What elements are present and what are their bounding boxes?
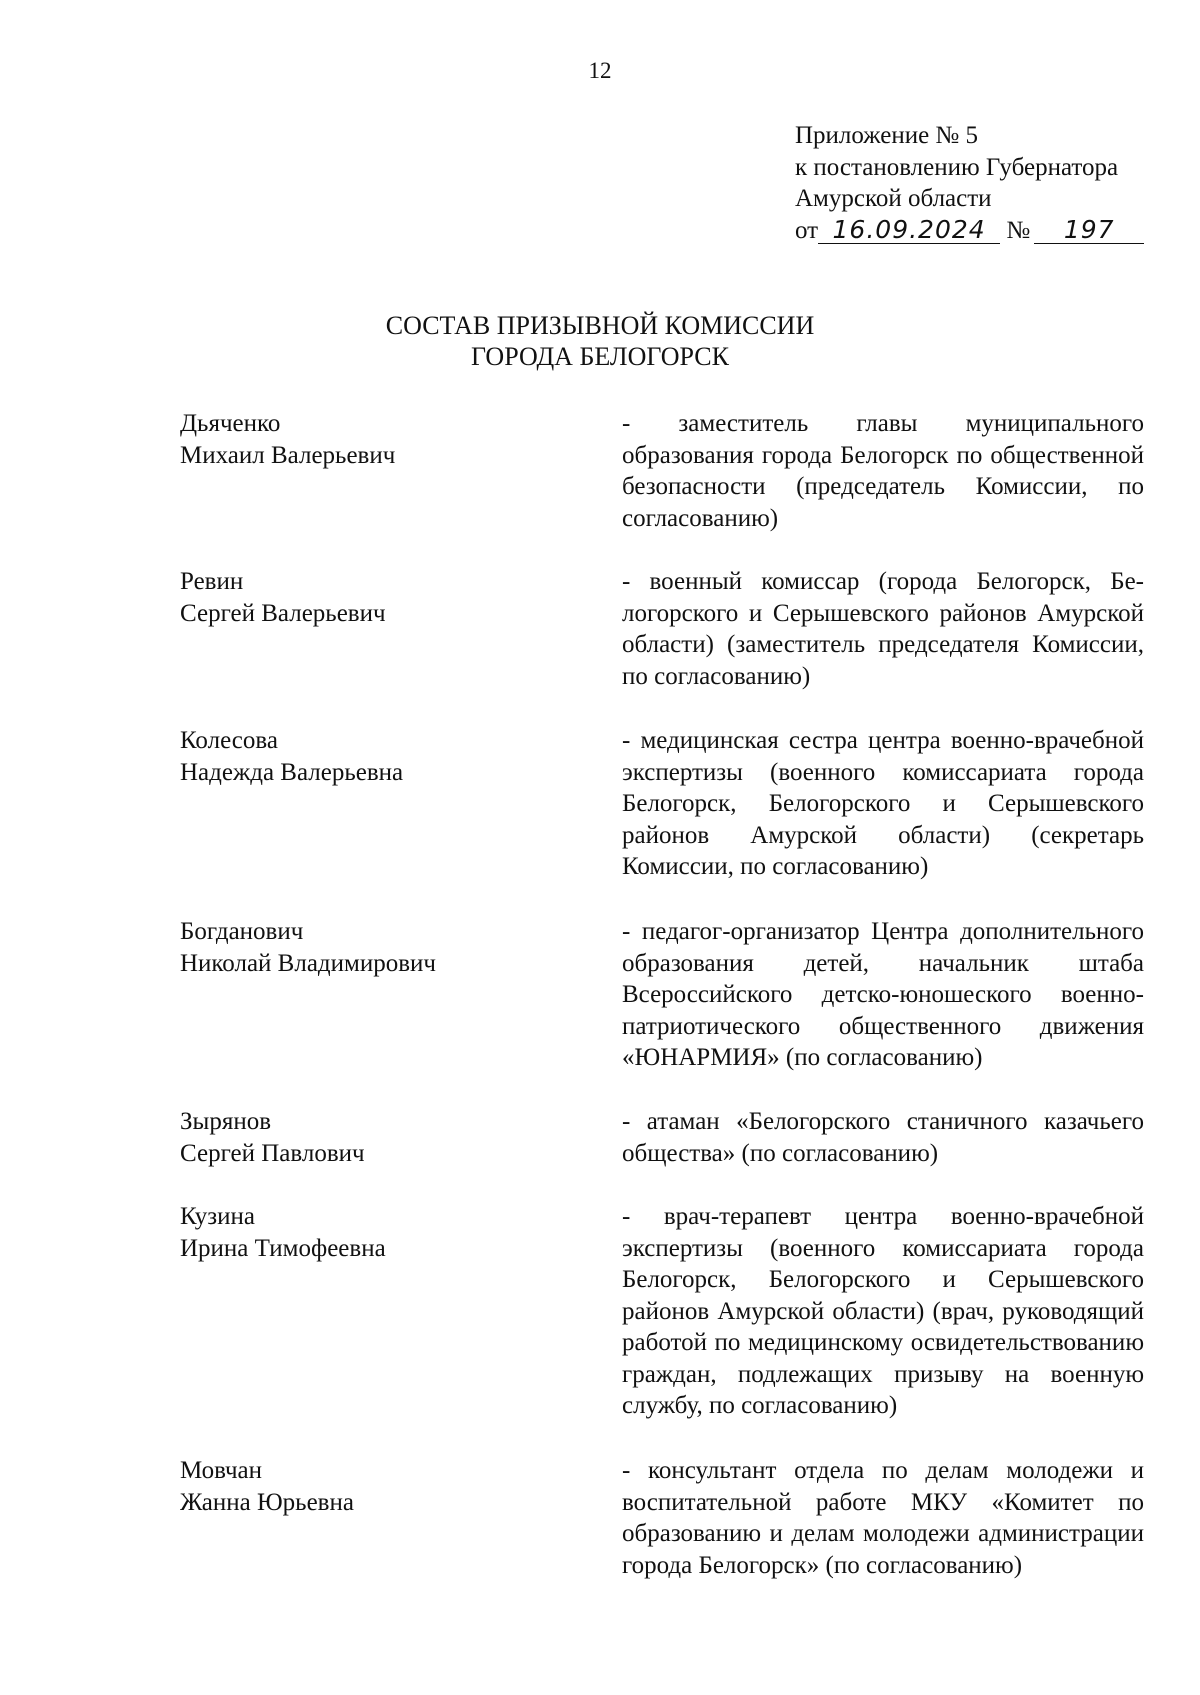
- appendix-block: [795, 120, 1144, 246]
- member-given-names: Надежда Валерьевна: [180, 758, 404, 786]
- member-surname: Кузина: [180, 1203, 256, 1230]
- page-number: 12: [588, 58, 612, 83]
- member-name: [180, 566, 560, 629]
- handwritten-date: 16.09.2024: [818, 216, 1000, 244]
- member-surname: Зырянов: [180, 1108, 272, 1135]
- handwritten-number: 197: [1034, 216, 1144, 244]
- number-prefix: №: [1006, 216, 1031, 244]
- date-prefix: от: [795, 216, 819, 244]
- member-given-names: Сергей Валерьевич: [180, 599, 386, 627]
- member-given-names: Сергей Павлович: [180, 1139, 365, 1167]
- member-role: - военный комиссар (города Белогорск, Белогорского и Серышевского районов Амурской области) (заместитель председателя Комиссии, по согласованию): [622, 568, 1144, 690]
- member-name: [180, 916, 560, 979]
- appendix-reference: к постановлению Губернатора: [795, 153, 1119, 181]
- member-name: [180, 1455, 560, 1518]
- member-role: - медицинская сестра центра военно-врачебной экспертизы (военного комиссариата города Белогорск, Белогорского и Серышевского районов Амурской области) (секретарь Комиссии, по согласованию): [622, 727, 1144, 880]
- title-line-2: ГОРОДА БЕЛОГОРСК: [471, 342, 729, 371]
- member-given-names: Жанна Юрьевна: [180, 1488, 354, 1516]
- appendix-date-line: [795, 215, 1144, 247]
- member-given-names: Ирина Тимофеевна: [180, 1234, 386, 1262]
- member-surname: Богданович: [180, 918, 304, 945]
- member-given-names: Михаил Валерьевич: [180, 441, 396, 469]
- appendix-title: Приложение № 5: [795, 122, 979, 149]
- member-role: - врач-терапевт центра военно-врачебной экспертизы (военного комиссариата города Белогорск, Белогорского и Серышевского районов Амурской области) (врач, руководящий работой по медицинскому освидетельствованию граждан, подлежащих призыву на военную службу, по согласованию): [622, 1203, 1144, 1419]
- member-surname: Дьяченко: [180, 410, 281, 437]
- member-role: - педагог-организатор Центра дополнительного образования детей, начальник штаба Всероссийского детско-юношеского военно-патриотического общественного движения «ЮНАРМИЯ» (по согласованию): [622, 918, 1144, 1071]
- appendix-region: Амурской области: [795, 185, 992, 212]
- member-name: [180, 725, 560, 788]
- member-surname: Колесова: [180, 727, 278, 754]
- member-given-names: Николай Владимирович: [180, 949, 436, 977]
- title-line-1: СОСТАВ ПРИЗЫВНОЙ КОМИССИИ: [385, 311, 815, 340]
- member-name: [180, 1201, 560, 1264]
- member-role: - заместитель главы муниципального образования города Белогорск по общественной безопасности (председатель Комиссии, по согласованию): [622, 410, 1144, 532]
- member-name: [180, 408, 560, 471]
- member-role: - атаман «Белогорского станичного казачьего общества» (по согласованию): [622, 1108, 1144, 1167]
- member-surname: Мовчан: [180, 1457, 263, 1484]
- member-role: - консультант отдела по делам молодежи и воспитательной работе МКУ «Комитет по образованию и делам молодежи администрации города Белогорск» (по согласованию): [622, 1457, 1144, 1579]
- member-name: [180, 1106, 560, 1169]
- document-title: [0, 310, 1200, 372]
- member-surname: Ревин: [180, 568, 244, 595]
